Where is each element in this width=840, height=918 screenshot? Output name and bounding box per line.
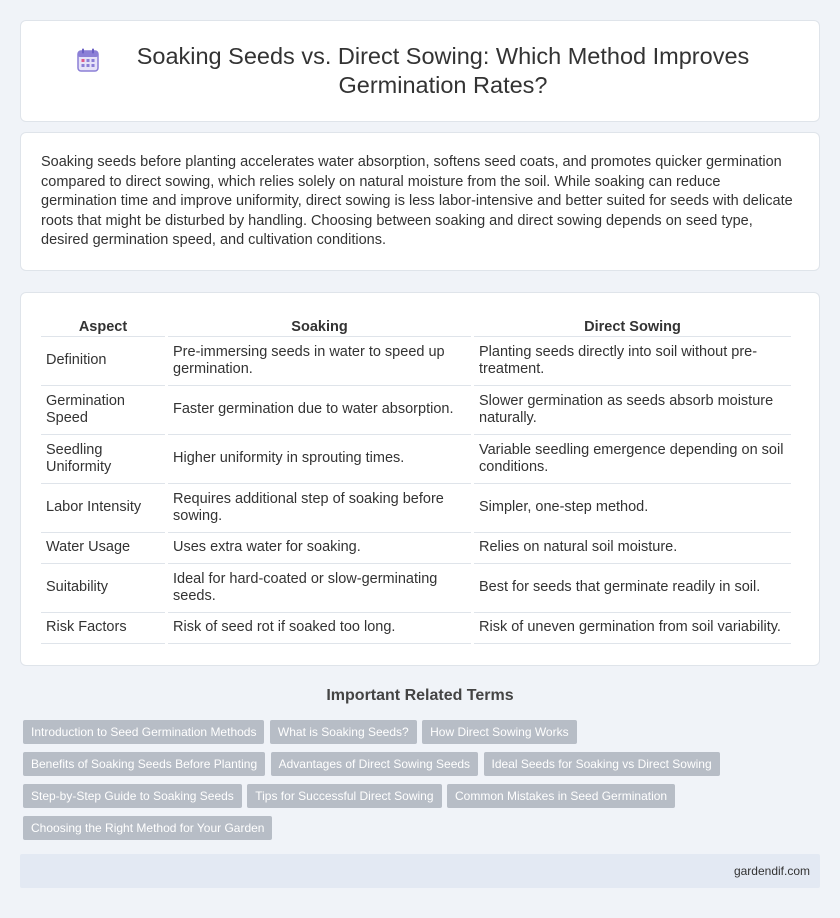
row-aspect: Definition [41, 337, 165, 386]
tag-introduction-seed-germination[interactable]: Introduction to Seed Germination Methods [23, 720, 264, 744]
table-row [41, 613, 791, 644]
intro-paragraph: Soaking seeds before planting accelerates water absorption, softens seed coats, and promotes quicker germination compared to direct sowing, which relies solely on natural moisture from the soil. While soaking can reduce germination time and improve uniformity, direct sowing is less labor-intensive and better suited for seeds with delicate roots that might be disturbed by handling. Choosing between soaking and direct sowing depends on seed type, desired germination speed, and cultivation conditions. [41, 154, 793, 249]
tag-how-direct-sowing-works[interactable]: How Direct Sowing Works [422, 720, 576, 744]
header-soaking: Soaking [168, 313, 471, 337]
row-aspect: Water Usage [41, 533, 165, 564]
row-direct-sowing: Relies on natural soil moisture. [474, 533, 791, 564]
table-row [41, 564, 791, 613]
row-direct-sowing: Simpler, one-step method. [474, 484, 791, 533]
related-terms-tags [23, 720, 803, 848]
row-direct-sowing: Risk of uneven germination from soil variability. [474, 613, 791, 644]
footer [20, 854, 820, 888]
tag-tips-direct-sowing[interactable]: Tips for Successful Direct Sowing [247, 784, 441, 808]
comparison-table-card [20, 292, 820, 666]
row-direct-sowing: Variable seedling emergence depending on soil conditions. [474, 435, 791, 484]
row-direct-sowing: Slower germination as seeds absorb moisture naturally. [474, 386, 791, 435]
title-wrap [21, 42, 819, 100]
row-aspect: Risk Factors [41, 613, 165, 644]
row-soaking: Faster germination due to water absorption. [168, 386, 471, 435]
tag-benefits-of-soaking[interactable]: Benefits of Soaking Seeds Before Planting [23, 752, 265, 776]
row-direct-sowing: Best for seeds that germinate readily in soil. [474, 564, 791, 613]
table-header-row [41, 313, 791, 337]
row-soaking: Risk of seed rot if soaked too long. [168, 613, 471, 644]
table-row [41, 386, 791, 435]
row-direct-sowing: Planting seeds directly into soil without pre-treatment. [474, 337, 791, 386]
table-row [41, 533, 791, 564]
footer-site-link[interactable]: gardendif.com [733, 864, 810, 878]
table-row [41, 435, 791, 484]
row-soaking: Pre-immersing seeds in water to speed up germination. [168, 337, 471, 386]
row-aspect: Suitability [41, 564, 165, 613]
tag-ideal-seeds[interactable]: Ideal Seeds for Soaking vs Direct Sowing [484, 752, 720, 776]
intro-card [20, 132, 820, 271]
comparison-table [38, 313, 794, 644]
row-aspect: Labor Intensity [41, 484, 165, 533]
tag-common-mistakes[interactable]: Common Mistakes in Seed Germination [447, 784, 675, 808]
title-card [20, 20, 820, 122]
tag-choosing-method[interactable]: Choosing the Right Method for Your Garden [23, 816, 272, 840]
row-soaking: Ideal for hard-coated or slow-germinating seeds. [168, 564, 471, 613]
header-aspect: Aspect [41, 313, 165, 337]
calendar-icon [77, 48, 99, 72]
related-terms-title: Important Related Terms [326, 687, 514, 704]
tag-advantages-direct-sowing[interactable]: Advantages of Direct Sowing Seeds [271, 752, 478, 776]
row-soaking: Requires additional step of soaking before sowing. [168, 484, 471, 533]
row-aspect: Germination Speed [41, 386, 165, 435]
tag-what-is-soaking[interactable]: What is Soaking Seeds? [270, 720, 417, 744]
header-direct-sowing: Direct Sowing [474, 313, 791, 337]
row-soaking: Higher uniformity in sprouting times. [168, 435, 471, 484]
row-soaking: Uses extra water for soaking. [168, 533, 471, 564]
page-title: Soaking Seeds vs. Direct Sowing: Which Method Improves Germination Rates? [136, 43, 750, 98]
table-row [41, 337, 791, 386]
row-aspect: Seedling Uniformity [41, 435, 165, 484]
table-row [41, 484, 791, 533]
tag-step-by-step-soaking[interactable]: Step-by-Step Guide to Soaking Seeds [23, 784, 242, 808]
